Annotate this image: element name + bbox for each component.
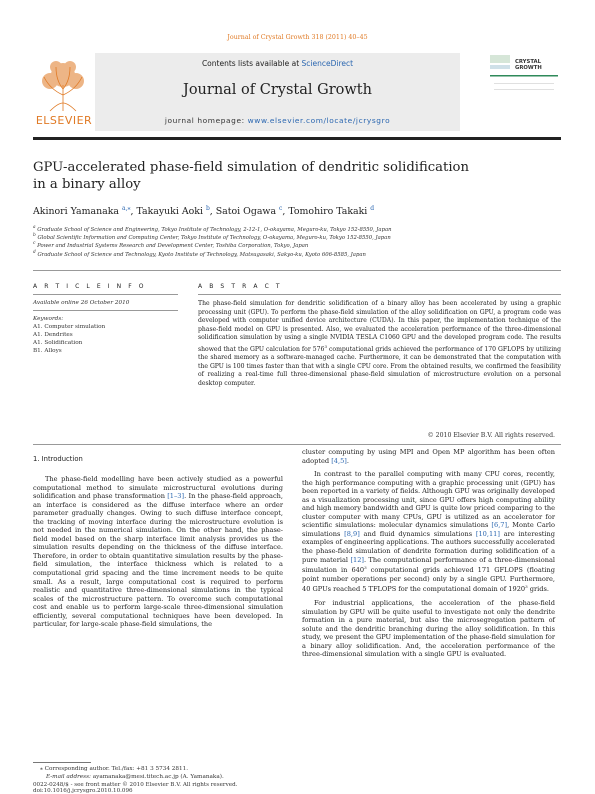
author-affiliation-mark[interactable]: a,⁎	[122, 205, 131, 212]
cover-title	[515, 59, 542, 71]
body-text: . In the phase-field approach, an interface is considered as the diffuse interface where an order parameter gradually changes. Owing to such diffuse interface concept, the tracking of moving interface during the microstructure evolution is not needed in the numerical simulation. On the other hand, the phase-field model based on the sharp interface limit analysis provides us the simulation results depending on the thickness of the diffuse interface. Therefore, in order to obtain quantitative simulation results by the phase-field simulation, the interface thickness which is related to a computational grid spacing and the time increment needs to be quite small. As a result, large computational cost is required to perform realistic and quantitative three-dimensional simulations in the typical scales of the microstructure pattern. To overcome such computational cost and enable us to perform large-scale three-dimensional simulation efficiently, several computational techniques have been developed. In particular, for large-scale phase-field simulations, the	[33, 492, 283, 629]
superscript: 3	[525, 584, 528, 590]
footnote-rule	[33, 762, 91, 763]
affiliation-mark: a	[33, 225, 36, 230]
affiliation-text: Graduate School of Science and Technology, Kyoto Institute of Technology, Matsugasaki, Sakyo-ku, Kyoto 606-8585, Japan	[37, 251, 366, 258]
abstract-text-part: The phase-field simulation for dendritic solidification of a binary alloy has been accelerated by using a graphic processing unit (GPU). To perform the phase-field simulation of the alloy solidification on GPU, a program code was developed with computer unified device architecture (CUDA). In this paper, the implementation technique of the phase-field model on GPU is presented. Also, we evaluated the acceleration performance of the three-dimensional solidification simulation by using a single NVIDIA TESLA C1060 GPU and the developed program code. The results showed that the GPU calculation for 576	[198, 300, 561, 353]
left-body-column	[33, 475, 283, 629]
body-paragraph	[33, 475, 283, 629]
journal-reference[interactable]: Journal of Crystal Growth 318 (2011) 40–45	[227, 34, 368, 41]
introduction-heading: 1. Introduction	[33, 455, 83, 463]
body-paragraph	[302, 448, 555, 465]
contents-available-line	[95, 59, 460, 68]
homepage-prefix: journal homepage:	[164, 116, 248, 125]
contents-prefix: Contents lists available at	[201, 59, 302, 68]
citation-link[interactable]: [1–3]	[167, 492, 185, 501]
email-suffix: (A. Yamanaka).	[178, 774, 224, 780]
journal-title: Journal of Crystal Growth	[183, 82, 372, 98]
affiliation	[33, 225, 392, 233]
body-text: are interesting examples of engineering applications. The authors successfully accelerated the phase-field simulation of dendrite formation during solidification of a pure material	[302, 529, 556, 564]
author-name: Tomohiro Takaki	[288, 206, 368, 218]
citation-link[interactable]: [4,5]	[331, 456, 347, 465]
affiliation	[33, 241, 308, 249]
article-info-rule	[33, 294, 178, 295]
body-text: computational grids achieved 171 GFLOPS (floating point number operations per second) only by a single GPU. Furthermore, 40 GPUs reached 5 TFLOPS for the computational domain of 1920	[302, 566, 555, 594]
email-label: E-mail address:	[46, 774, 93, 780]
elsevier-wordmark[interactable]: ELSEVIER	[35, 114, 93, 127]
citation-link[interactable]: [10,11]	[475, 529, 500, 538]
paper-title	[33, 159, 513, 193]
right-body-column	[302, 448, 555, 659]
keyword: A1. Computer simulation	[33, 324, 106, 330]
superscript: 3	[364, 565, 367, 571]
issn-text: 0022-0248/$ - see front matter © 2010 Elsevier B.V. All rights reserved.	[33, 782, 238, 788]
citation-link[interactable]: [8,9]	[344, 529, 360, 538]
journal-homepage-line	[95, 116, 460, 125]
body-text: grids.	[527, 585, 549, 594]
body-paragraph: For industrial applications, the acceleration of the phase-field simulation by GPU will be quite useful to investigate not only the dendrite formation in a pure material, but also the microsegregation pattern of solute and the dendritic branching during the alloy solidification. In this study, we present the GPU implementation of the phase-field simulation for a binary alloy solidification. And, the acceleration performance of the three-dimensional simulation with a single GPU is evaluated.	[302, 599, 555, 659]
affiliation-text: Graduate School of Science and Engineering, Tokyo Institute of Technology, 2-12-1, O-okayama, Meguro-ku, Tokyo 152-8550, Japan	[37, 226, 392, 233]
abstract-copyright: © 2010 Elsevier B.V. All rights reserved.	[427, 432, 555, 439]
abstract-heading: A B S T R A C T	[198, 283, 283, 290]
author-affiliation-mark[interactable]: c	[279, 205, 283, 212]
author-name: Akinori Yamanaka	[33, 206, 120, 218]
cover-title-line2: GROWTH	[515, 65, 542, 71]
corresponding-author-note: ⁎ Corresponding author. Tel./fax: +81 3 5734 2811.	[40, 766, 189, 772]
body-text: . The computational performance of a three-dimensional simulation in 640	[302, 555, 555, 575]
keywords-heading: Keywords:	[33, 316, 64, 322]
abstract-superscript: 3	[324, 343, 327, 349]
header-rule	[33, 137, 561, 140]
body-text: The phase-field modelling have been actively studied as a powerful computational method to simulate microstructural evolutions during solidification and phase transformation	[33, 475, 283, 501]
affiliation-rule	[33, 270, 561, 271]
available-online-date: Available online 26 October 2010	[33, 300, 130, 306]
author-affiliation-mark[interactable]: d	[370, 205, 375, 212]
cover-title-line1: CRYSTAL	[515, 59, 542, 65]
body-paragraph	[302, 470, 555, 594]
email-address[interactable]: ayamanaka@mesi.titech.ac.jp	[92, 774, 179, 780]
affiliation-mark: d	[33, 250, 36, 255]
keyword: A1. Solidification	[33, 340, 83, 346]
body-text: cluster computing by using MPI and Open MP algorithm has been often adopted	[302, 448, 555, 465]
abstract-text	[198, 300, 561, 388]
body-text: , Monte Carlo simulations	[302, 521, 556, 538]
doi-link[interactable]: doi:10.1016/j.jcrysgro.2010.10.096	[33, 788, 133, 794]
affiliation-mark: b	[33, 233, 36, 238]
abstract-text-part: computational grids achieved the performance of 170 GFLOPS by utilizing the shared memory as a software-managed cache. Furthermore, it can be demonstrated that the computation with the GPU is 100 times faster than that with a single CPU core. From the obtained results, we confirmed the feasibility of realizing a real-time full three-dimensional phase-field simulation of microstructure evolution on a personal desktop computer.	[198, 345, 561, 387]
affiliation-text: Global Scientific Information and Computing Center, Tokyo Institute of Technology, O-okayama, Meguro-ku, Tokyo 152-8550, Japan	[37, 234, 391, 241]
body-text: and fluid dynamics simulations	[359, 529, 476, 538]
keyword: B1. Alloys	[33, 348, 62, 354]
sciencedirect-link[interactable]: ScienceDirect	[301, 59, 354, 68]
author-affiliation-mark[interactable]: b	[205, 205, 210, 212]
citation-link[interactable]: [6,7]	[491, 521, 508, 530]
article-info-heading: A R T I C L E I N F O	[33, 283, 147, 290]
body-text: .	[346, 456, 349, 465]
citation-link[interactable]: [12]	[350, 555, 364, 564]
affiliation-mark: c	[33, 241, 36, 246]
homepage-link[interactable]: www.elsevier.com/locate/jcrysgro	[247, 116, 391, 125]
body-text: In contrast to the parallel computing with many CPU cores, recently, the high performance computing with a graphic processing unit (GPU) has been reported in a variety of fields. Although GPU was originally developed as a visualization processing unit, since GPU offers high computing ability and high memory bandwidth and GPU is quite low priced comparing to the cluster computer with many CPUs, GPU is utilized as an accelerator for scientific simulations: molecular dynamics simulations	[302, 470, 555, 530]
abstract-rule	[198, 294, 561, 295]
abstract-bottom-rule	[33, 444, 561, 445]
issn-line	[33, 782, 237, 794]
affiliation	[33, 233, 391, 241]
paper-title-line1: GPU-accelerated phase-field simulation of dendritic solidification	[33, 160, 469, 175]
author-list: Akinori Yamanaka $^{a,⁎}$, Takayuki Aoki $^b$, Satoi Ogawa $^c$, Tomohiro Takaki $^d$	[33, 205, 375, 218]
author-name: Satoi Ogawa	[215, 206, 277, 218]
author-name: Takayuki Aoki	[136, 206, 203, 218]
article-info-rule	[33, 310, 178, 311]
paper-title-line2: in a binary alloy	[33, 177, 141, 192]
affiliation	[33, 250, 366, 258]
email-line	[46, 774, 224, 780]
keyword: A1. Dendrites	[33, 332, 73, 338]
affiliation-text: Power and Industrial Systems Research and Development Center, Toshiba Corporation, Tokyo, Japan	[37, 242, 309, 249]
